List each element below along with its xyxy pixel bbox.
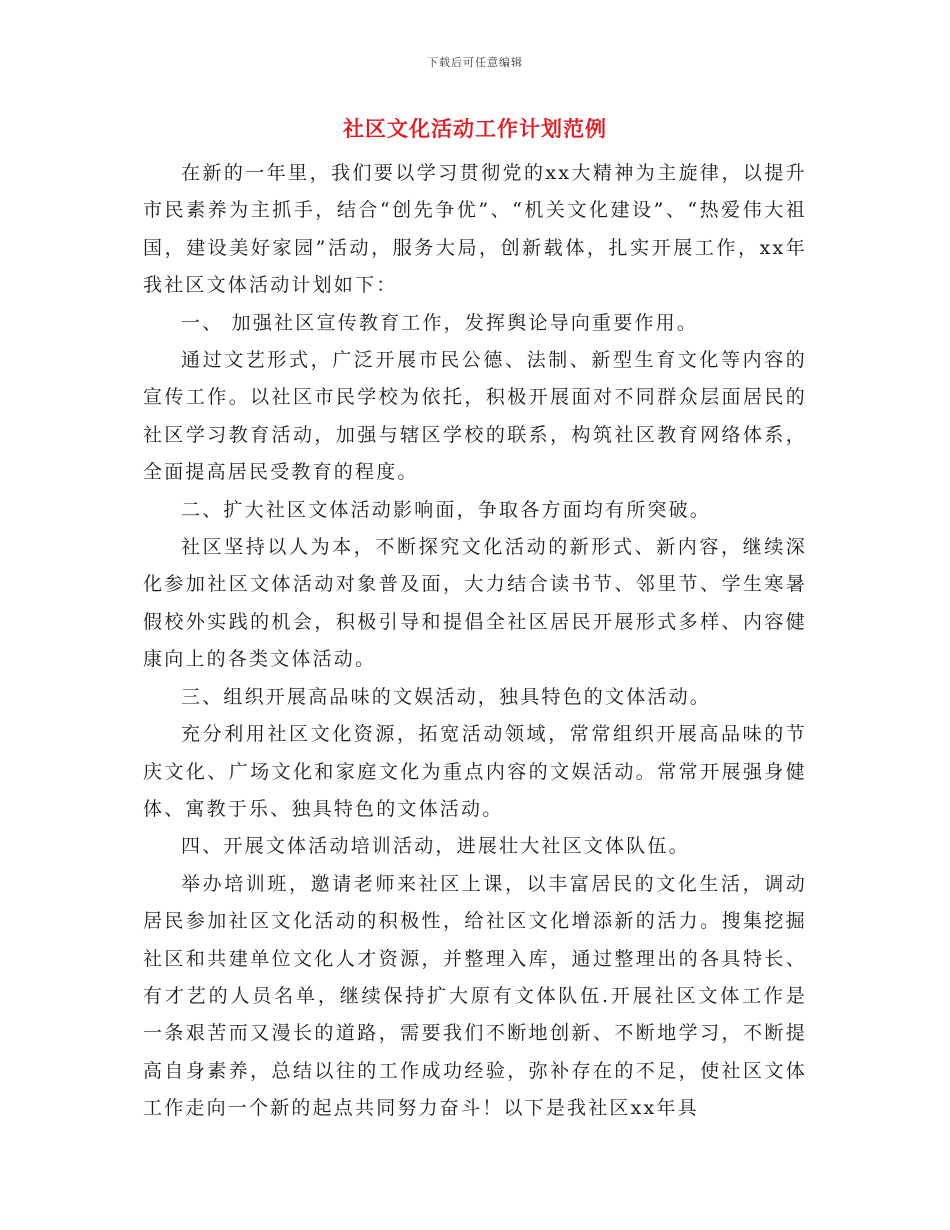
paragraph-section-3: 充分利用社区文化资源，拓宽活动领域，常常组织开展高品味的节庆文化、广场文化和家庭文化为重点内容的文娱活动。常常开展强身健体、寓教于乐、独具特色的文体活动。	[143, 723, 807, 820]
paragraph-section-2: 社区坚持以人为本，不断探究文化活动的新形式、新内容，继续深化参加社区文体活动对象普及面，大力结合读书节、邻里节、学生寒暑假校外实践的机会，积极引导和提倡全社区居民开展形式多样、内容健康向上的各类文体活动。	[143, 536, 807, 671]
section-heading-2: 二、扩大社区文体活动影响面，争取各方面均有所突破。	[181, 498, 712, 521]
paragraph-section-1: 通过文艺形式，广泛开展市民公德、法制、新型生育文化等内容的宣传工作。以社区市民学校为依托，积极开展面对不同群众层面居民的社区学习教育活动，加强与辖区学校的联系，构筑社区教育网络体系，全面提高居民受教育的程度。	[143, 349, 807, 484]
section-heading-4: 四、开展文体活动培训活动，进展壮大社区文体队伍。	[181, 835, 690, 858]
document-body	[143, 155, 807, 1128]
header-note: 下载后可任意编辑	[427, 56, 523, 69]
document-title: 社区文化活动工作计划范例	[343, 116, 607, 141]
paragraph-section-4: 举办培训班，邀请老师来社区上课，以丰富居民的文化生活，调动居民参加社区文化活动的积极性，给社区文化增添新的活力。搜集挖掘社区和共建单位文化人才资源，并整理入库，通过整理出的各具特长、有才艺的人员名单，继续保持扩大原有文体队伍.开展社区文体工作是一条艰苦而又漫长的道路，需要我们不断地创新、不断地学习，不断提高自身素养，总结以往的工作成功经验，弥补存在的不足，使社区文体工作走向一个新的起点共同努力奋斗！以下是我社区xx年具	[143, 872, 807, 1120]
section-heading-1: 一、 加强社区宣传教育工作，发挥舆论导向重要作用。	[181, 311, 699, 334]
section-heading-3: 三、组织开展高品味的文娱活动，独具特色的文体活动。	[181, 685, 712, 708]
paragraph-intro: 在新的一年里，我们要以学习贯彻党的xx大精神为主旋律，以提升市民素养为主抓手，结合“创先争优”、“机关文化建设”、“热爱伟大祖国，建设美好家园”活动，服务大局，创新载体，扎实开展工作，xx年我社区文体活动计划如下：	[143, 162, 807, 297]
